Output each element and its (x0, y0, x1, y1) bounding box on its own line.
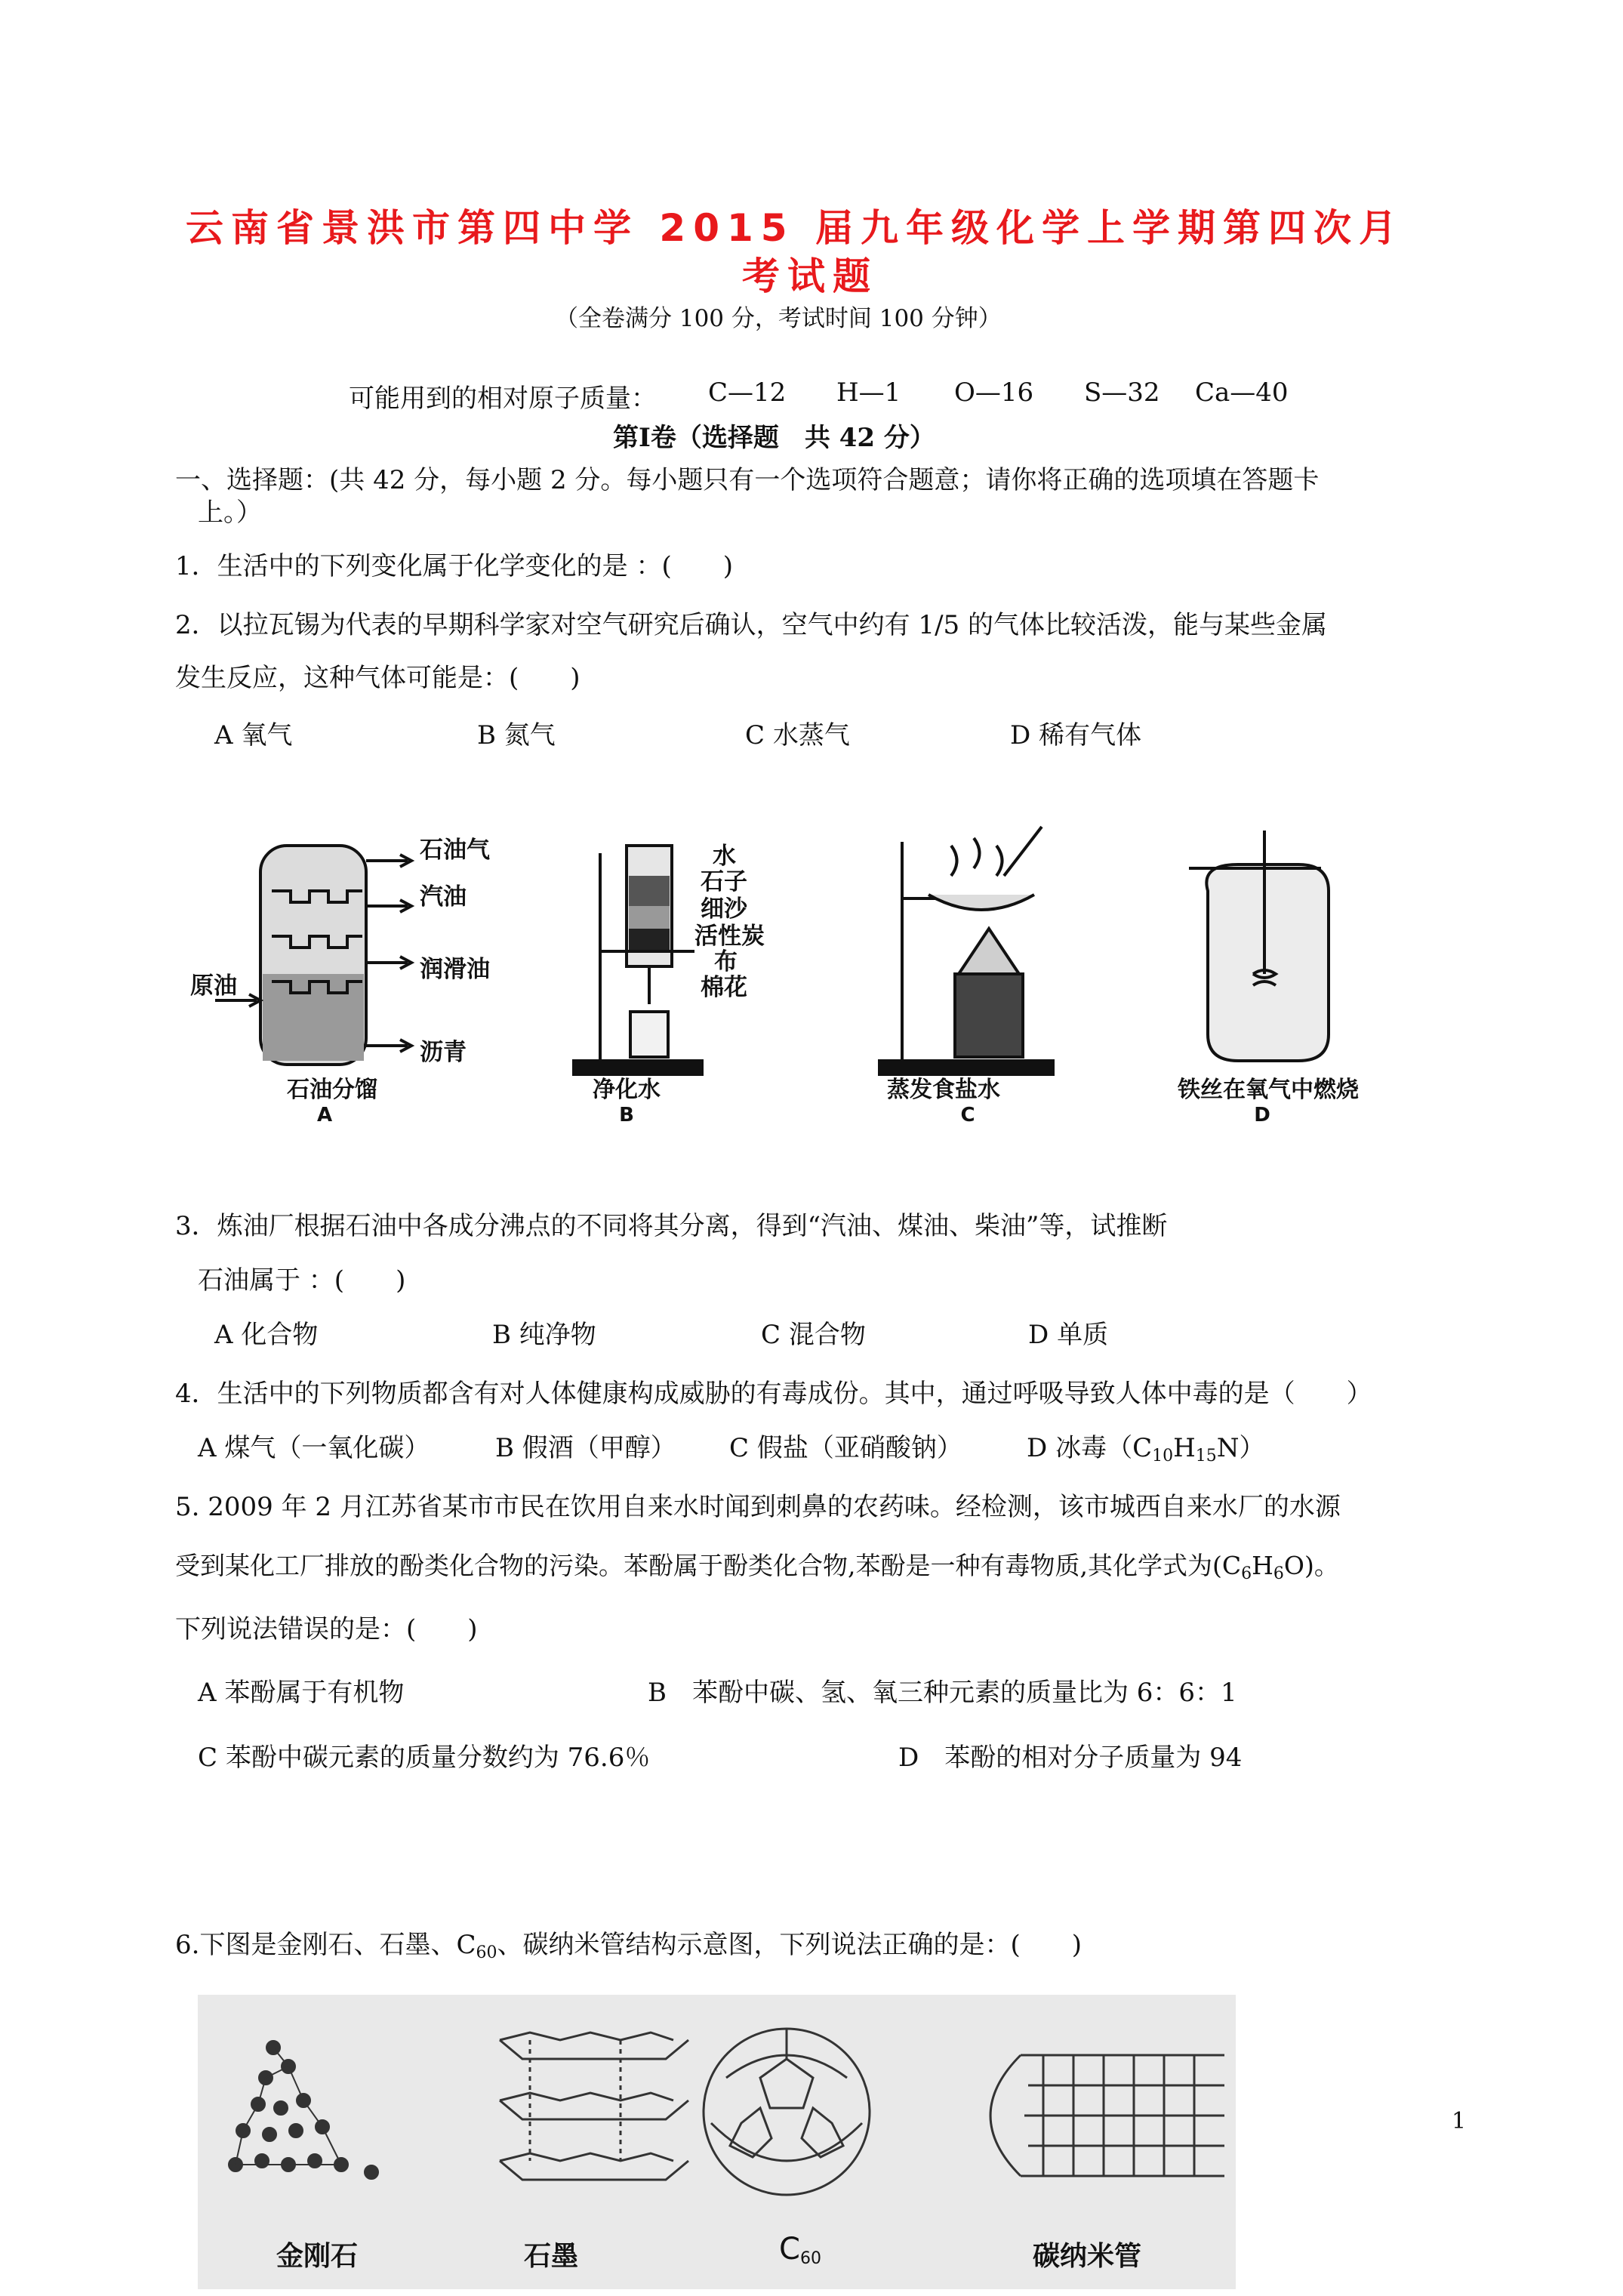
q4-option-b: B 假酒（甲醇） (495, 1433, 676, 1463)
caption-d: 铁丝在氧气中燃烧 (1178, 1077, 1359, 1103)
filter-label-cotton: 棉花 (701, 974, 747, 1001)
fraction-label-asphalt: 沥青 (420, 1039, 467, 1066)
crude-oil-label: 原油 (190, 972, 237, 1000)
caption-c: 蒸发食盐水 (887, 1077, 1000, 1103)
question-4: 4．生活中的下列物质都含有对人体健康构成威胁的有毒成份。其中，通过呼吸导致人体中毒的是（ ） (175, 1379, 1372, 1409)
question-5-line3: 下列说法错误的是：( ) (175, 1614, 478, 1644)
document-title-line2: 考试题 (742, 254, 878, 298)
question-2-line2: 发生反应，这种气体可能是：( ) (175, 663, 581, 693)
letter-b: B (619, 1104, 634, 1126)
filter-label-water: 水 (713, 843, 736, 870)
q5-option-a: A 苯酚属于有机物 (198, 1678, 405, 1708)
nanotube-structure (990, 2055, 1224, 2176)
question-6: 6.下图是金刚石、石墨、$C_{60}$、碳纳米管结构示意图，下列说法正确的是：( ) (175, 1930, 1082, 1962)
atomic-mass-ca: Ca—40 (1195, 378, 1289, 408)
caption-diamond: 金刚石 (276, 2241, 358, 2272)
atomic-mass-o: O—16 (954, 378, 1034, 408)
page-number: 1 (1452, 2108, 1467, 2134)
question-5-line1: 5. 2009 年 2 月江苏省某市市民在饮用自来水时闻到刺鼻的农药味。经检测，该市城西自来水厂的水源 (175, 1492, 1341, 1522)
q2-option-a: A 氧气 (214, 720, 293, 750)
caption-b: 净化水 (593, 1077, 661, 1103)
caption-graphite: 石墨 (523, 2241, 578, 2272)
atomic-mass-c: C—12 (708, 378, 787, 408)
fraction-label-lube: 润滑油 (420, 956, 490, 983)
q5-option-d: D 苯酚的相对分子质量为 94 (898, 1743, 1243, 1773)
q4-option-d: D 冰毒$(C_{10}H_{15}N)$ (1027, 1433, 1265, 1465)
q2-option-c: C 水蒸气 (745, 720, 850, 750)
atomic-mass-label: 可能用到的相对原子质量： (349, 384, 657, 414)
letter-c: C (960, 1104, 975, 1126)
question-2-line1: 2．以拉瓦锡为代表的早期科学家对空气研究后确认，空气中约有 1/5 的气体比较活泼，能与某些金属 (175, 610, 1327, 640)
q5-option-b: B 苯酚中碳、氢、氧三种元素的质量比为 6：6：1 (648, 1678, 1237, 1708)
water-filter-drawing (574, 846, 702, 1074)
atomic-mass-h: H—1 (836, 378, 901, 408)
filter-label-pebbles: 石子 (701, 868, 747, 895)
q4-option-c: C 假盐（亚硝酸钠） (729, 1433, 962, 1463)
question-3-line1: 3．炼油厂根据石油中各成分沸点的不同将其分离，得到“汽油、煤油、柴油”等，试推断 (175, 1211, 1168, 1241)
fraction-label-gasoline: 汽油 (420, 883, 467, 911)
q2-option-b: B 氮气 (477, 720, 556, 750)
q3-option-a: A 化合物 (214, 1320, 319, 1350)
fractionating-column-drawing (215, 846, 411, 1065)
caption-nanotube: 碳纳米管 (1032, 2241, 1141, 2272)
c60-structure (704, 2029, 870, 2195)
iron-combustion-drawing (1189, 831, 1329, 1061)
filter-label-cloth: 布 (714, 948, 738, 975)
filter-label-sand: 细沙 (701, 895, 747, 923)
q4-option-a: A 煤气（一氧化碳） (198, 1433, 430, 1463)
document-subtitle: （全卷满分 100 分，考试时间 100 分钟） (555, 305, 1002, 332)
letter-d: D (1254, 1104, 1270, 1126)
question-5-line2: 受到某化工厂排放的酚类化合物的污染。苯酚属于酚类化合物,苯酚是一种有毒物质,其化学式为$(C_6H_6O)$。 (175, 1551, 1339, 1583)
filter-label-carbon: 活性炭 (694, 923, 765, 950)
diamond-structure (229, 2041, 378, 2179)
question-3-line2: 石油属于 ：( ) (198, 1265, 406, 1296)
letter-a: A (316, 1104, 333, 1126)
q3-option-b: B 纯净物 (492, 1320, 596, 1350)
document-title-line1: 云南省景洪市第四中学 2015 届九年级化学上学期第四次月 (186, 206, 1404, 250)
section1-heading: 一、选择题：(共 42 分，每小题 2 分。每小题只有一个选项符合题意；请你将正确的选项填在答题卡 (175, 465, 1320, 495)
q5-option-c: C 苯酚中碳元素的质量分数约为 76.6％ (198, 1743, 651, 1773)
caption-a: 石油分馏 (287, 1077, 377, 1103)
question-1: 1．生活中的下列变化属于化学变化的是 ：( ) (175, 551, 733, 581)
caption-c60: $C_{60}$ (779, 2232, 821, 2268)
section1-heading-cont: 上。） (198, 498, 262, 528)
q2-option-d: D 稀有气体 (1010, 720, 1142, 750)
q3-option-d: D 单质 (1028, 1320, 1109, 1350)
q3-option-c: C 混合物 (761, 1320, 866, 1350)
evaporation-drawing (879, 827, 1053, 1074)
graphite-structure (500, 2032, 688, 2180)
atomic-mass-s: S—32 (1084, 378, 1160, 408)
fraction-label-gas: 石油气 (420, 837, 490, 864)
part-title: 第Ⅰ卷（选择题 共 42 分） (613, 423, 935, 453)
